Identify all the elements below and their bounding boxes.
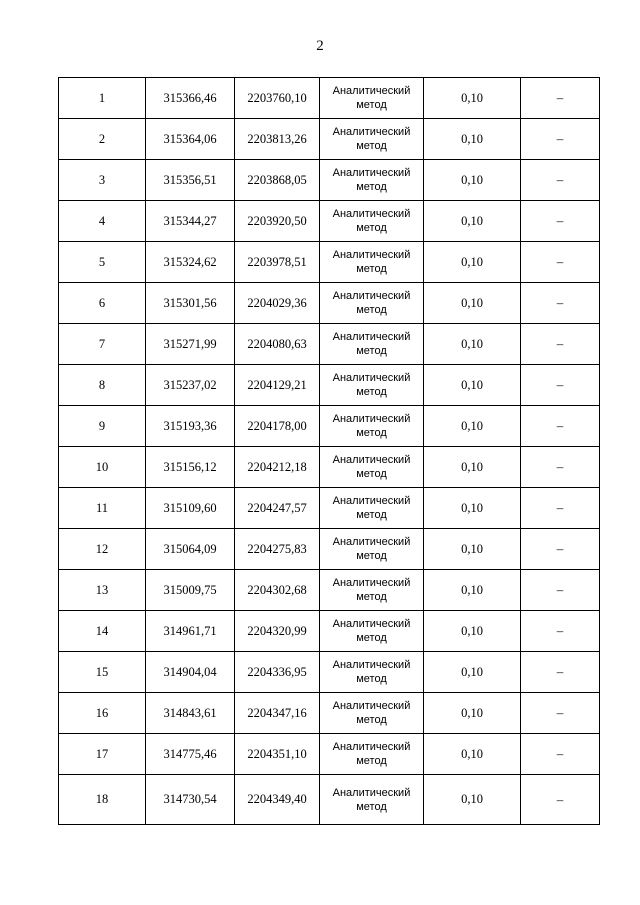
table-row: [59, 693, 600, 734]
note-cell: –: [521, 447, 600, 488]
table-row: [59, 406, 600, 447]
table-row: [59, 201, 600, 242]
x-coordinate-cell: 314843,61: [146, 693, 235, 734]
note-cell: –: [521, 119, 600, 160]
point-number-cell: 12: [59, 529, 146, 570]
method-line-2: метод: [356, 222, 387, 234]
precision-cell: 0,10: [424, 201, 521, 242]
method-line-1: Аналитический: [332, 413, 411, 425]
method-line-1: Аналитический: [332, 372, 411, 384]
precision-cell: 0,10: [424, 611, 521, 652]
point-number-cell: 16: [59, 693, 146, 734]
y-coordinate-cell: 2204247,57: [235, 488, 320, 529]
table-row: [59, 570, 600, 611]
note-cell: –: [521, 570, 600, 611]
note-cell: –: [521, 529, 600, 570]
method-cell: [320, 365, 424, 406]
point-number-cell: 7: [59, 324, 146, 365]
y-coordinate-cell: 2204129,21: [235, 365, 320, 406]
x-coordinate-cell: 315301,56: [146, 283, 235, 324]
x-coordinate-cell: 315344,27: [146, 201, 235, 242]
method-line-1: Аналитический: [332, 454, 411, 466]
table-row: [59, 242, 600, 283]
point-number-cell: 2: [59, 119, 146, 160]
method-line-1: Аналитический: [332, 208, 411, 220]
method-cell: [320, 283, 424, 324]
note-cell: –: [521, 611, 600, 652]
method-cell: [320, 570, 424, 611]
method-cell: [320, 119, 424, 160]
table-row: [59, 447, 600, 488]
y-coordinate-cell: 2203760,10: [235, 78, 320, 119]
precision-cell: 0,10: [424, 242, 521, 283]
precision-cell: 0,10: [424, 734, 521, 775]
method-cell: [320, 611, 424, 652]
table-row: [59, 775, 600, 825]
method-line-2: метод: [356, 345, 387, 357]
method-line-2: метод: [356, 427, 387, 439]
y-coordinate-cell: 2204212,18: [235, 447, 320, 488]
precision-cell: 0,10: [424, 119, 521, 160]
table-row: [59, 160, 600, 201]
x-coordinate-cell: 315271,99: [146, 324, 235, 365]
method-line-2: метод: [356, 632, 387, 644]
note-cell: –: [521, 201, 600, 242]
precision-cell: 0,10: [424, 693, 521, 734]
table-row: [59, 283, 600, 324]
method-cell: [320, 242, 424, 283]
x-coordinate-cell: 315324,62: [146, 242, 235, 283]
coordinates-table: [58, 77, 600, 825]
method-line-2: метод: [356, 591, 387, 603]
x-coordinate-cell: 315156,12: [146, 447, 235, 488]
x-coordinate-cell: 315193,36: [146, 406, 235, 447]
point-number-cell: 4: [59, 201, 146, 242]
precision-cell: 0,10: [424, 447, 521, 488]
precision-cell: 0,10: [424, 283, 521, 324]
method-cell: [320, 406, 424, 447]
note-cell: –: [521, 365, 600, 406]
method-line-2: метод: [356, 140, 387, 152]
method-cell: [320, 652, 424, 693]
method-cell: [320, 775, 424, 825]
point-number-cell: 9: [59, 406, 146, 447]
y-coordinate-cell: 2204178,00: [235, 406, 320, 447]
table-row: [59, 488, 600, 529]
note-cell: –: [521, 283, 600, 324]
method-line-2: метод: [356, 755, 387, 767]
method-line-1: Аналитический: [332, 700, 411, 712]
method-line-2: метод: [356, 304, 387, 316]
y-coordinate-cell: 2203920,50: [235, 201, 320, 242]
x-coordinate-cell: 315356,51: [146, 160, 235, 201]
x-coordinate-cell: 315237,02: [146, 365, 235, 406]
method-cell: [320, 529, 424, 570]
x-coordinate-cell: 315109,60: [146, 488, 235, 529]
note-cell: –: [521, 775, 600, 825]
x-coordinate-cell: 315009,75: [146, 570, 235, 611]
point-number-cell: 13: [59, 570, 146, 611]
note-cell: –: [521, 734, 600, 775]
y-coordinate-cell: 2204349,40: [235, 775, 320, 825]
method-line-2: метод: [356, 714, 387, 726]
x-coordinate-cell: 314775,46: [146, 734, 235, 775]
point-number-cell: 8: [59, 365, 146, 406]
x-coordinate-cell: 315064,09: [146, 529, 235, 570]
y-coordinate-cell: 2204080,63: [235, 324, 320, 365]
y-coordinate-cell: 2203813,26: [235, 119, 320, 160]
page-number: 2: [316, 38, 324, 54]
method-cell: [320, 201, 424, 242]
y-coordinate-cell: 2203868,05: [235, 160, 320, 201]
method-line-2: метод: [356, 468, 387, 480]
y-coordinate-cell: 2203978,51: [235, 242, 320, 283]
y-coordinate-cell: 2204302,68: [235, 570, 320, 611]
x-coordinate-cell: 314961,71: [146, 611, 235, 652]
table-row: [59, 652, 600, 693]
precision-cell: 0,10: [424, 488, 521, 529]
method-line-2: метод: [356, 550, 387, 562]
method-line-1: Аналитический: [332, 290, 411, 302]
point-number-cell: 6: [59, 283, 146, 324]
method-line-1: Аналитический: [332, 659, 411, 671]
point-number-cell: 11: [59, 488, 146, 529]
table-row: [59, 365, 600, 406]
method-cell: [320, 324, 424, 365]
method-line-1: Аналитический: [332, 618, 411, 630]
x-coordinate-cell: 315366,46: [146, 78, 235, 119]
point-number-cell: 3: [59, 160, 146, 201]
method-line-2: метод: [356, 509, 387, 521]
method-line-2: метод: [356, 673, 387, 685]
table-row: [59, 324, 600, 365]
method-cell: [320, 78, 424, 119]
y-coordinate-cell: 2204347,16: [235, 693, 320, 734]
precision-cell: 0,10: [424, 365, 521, 406]
precision-cell: 0,10: [424, 78, 521, 119]
method-cell: [320, 488, 424, 529]
y-coordinate-cell: 2204320,99: [235, 611, 320, 652]
method-line-1: Аналитический: [332, 536, 411, 548]
point-number-cell: 1: [59, 78, 146, 119]
method-cell: [320, 734, 424, 775]
precision-cell: 0,10: [424, 406, 521, 447]
note-cell: –: [521, 324, 600, 365]
y-coordinate-cell: 2204336,95: [235, 652, 320, 693]
point-number-cell: 14: [59, 611, 146, 652]
y-coordinate-cell: 2204275,83: [235, 529, 320, 570]
x-coordinate-cell: 315364,06: [146, 119, 235, 160]
table-body: [59, 78, 600, 825]
method-line-2: метод: [356, 181, 387, 193]
note-cell: –: [521, 488, 600, 529]
method-line-1: Аналитический: [332, 85, 411, 97]
method-line-2: метод: [356, 263, 387, 275]
table-row: [59, 529, 600, 570]
method-line-1: Аналитический: [332, 167, 411, 179]
method-line-1: Аналитический: [332, 126, 411, 138]
method-line-1: Аналитический: [332, 741, 411, 753]
method-cell: [320, 160, 424, 201]
point-number-cell: 5: [59, 242, 146, 283]
table-row: [59, 611, 600, 652]
precision-cell: 0,10: [424, 160, 521, 201]
note-cell: –: [521, 160, 600, 201]
method-line-2: метод: [356, 386, 387, 398]
point-number-cell: 10: [59, 447, 146, 488]
point-number-cell: 17: [59, 734, 146, 775]
note-cell: –: [521, 406, 600, 447]
x-coordinate-cell: 314904,04: [146, 652, 235, 693]
precision-cell: 0,10: [424, 775, 521, 825]
method-cell: [320, 447, 424, 488]
note-cell: –: [521, 652, 600, 693]
y-coordinate-cell: 2204351,10: [235, 734, 320, 775]
table-row: [59, 119, 600, 160]
method-line-2: метод: [356, 99, 387, 111]
method-line-1: Аналитический: [332, 331, 411, 343]
precision-cell: 0,10: [424, 570, 521, 611]
note-cell: –: [521, 242, 600, 283]
point-number-cell: 18: [59, 775, 146, 825]
precision-cell: 0,10: [424, 529, 521, 570]
point-number-cell: 15: [59, 652, 146, 693]
y-coordinate-cell: 2204029,36: [235, 283, 320, 324]
method-line-2: метод: [356, 800, 387, 813]
precision-cell: 0,10: [424, 324, 521, 365]
method-cell: [320, 693, 424, 734]
method-line-1: Аналитический: [332, 577, 411, 589]
note-cell: –: [521, 693, 600, 734]
x-coordinate-cell: 314730,54: [146, 775, 235, 825]
table-row: [59, 78, 600, 119]
note-cell: –: [521, 78, 600, 119]
method-line-1: Аналитический: [332, 786, 411, 799]
method-line-1: Аналитический: [332, 249, 411, 261]
precision-cell: 0,10: [424, 652, 521, 693]
method-line-1: Аналитический: [332, 495, 411, 507]
table-row: [59, 734, 600, 775]
